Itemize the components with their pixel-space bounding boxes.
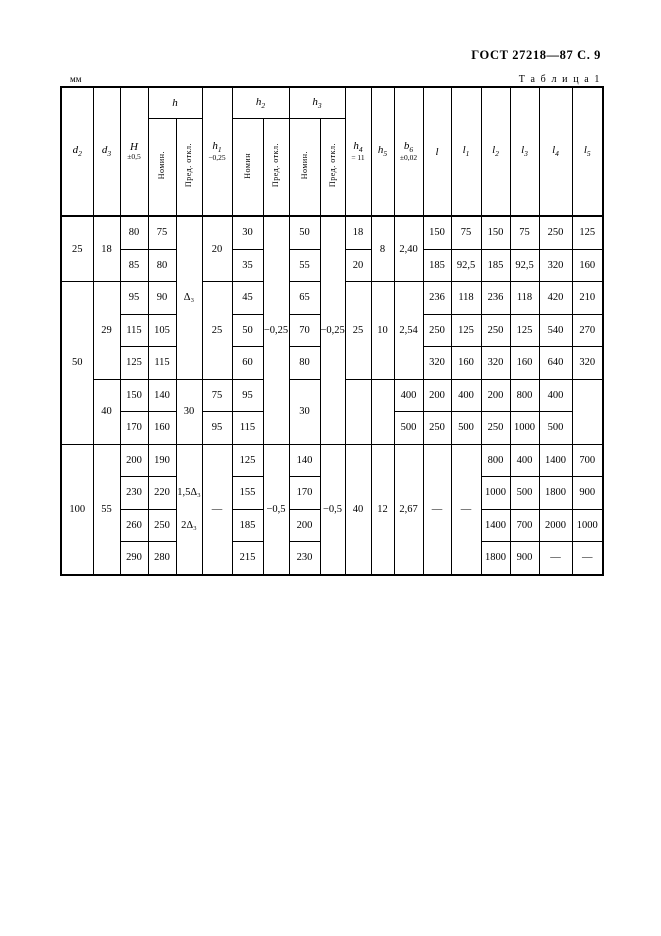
cell-H: 170	[120, 412, 148, 445]
col-header-h3-group	[289, 87, 345, 119]
cell-l3: 200	[481, 379, 510, 412]
cell-l4: 1000	[510, 412, 539, 445]
cell-l3: 118	[510, 282, 539, 315]
cell-l5: 210	[572, 282, 603, 315]
col-sub-h3: 3	[317, 101, 322, 111]
col-header-h4	[345, 87, 371, 216]
col-header-d3	[93, 87, 120, 216]
col-sym-l1: l	[462, 144, 466, 157]
subcol-h-deviation: Пред. откл.	[176, 119, 202, 217]
cell-l: 185	[423, 249, 451, 282]
col-tol-h1: −0,25	[208, 153, 226, 163]
cell-b6: 2,67	[394, 444, 423, 575]
cell-h2-nom: 30	[232, 216, 263, 249]
col-tol-H: ±0,5	[127, 152, 141, 162]
cell-h-nom: 160	[148, 412, 176, 445]
cell-l4: 1400	[539, 444, 572, 477]
cell-h2-nom: 35	[232, 249, 263, 282]
col-sub-d3: 3	[107, 149, 112, 159]
cell-h5: 10	[371, 282, 394, 380]
cell-d2: 100	[61, 444, 93, 575]
cell-l4: 640	[539, 347, 572, 380]
cell-l4: 540	[539, 314, 572, 347]
cell-h-nom: 105	[148, 314, 176, 347]
cell-l5: —	[572, 542, 603, 575]
cell-H: 290	[120, 542, 148, 575]
cell-l3: 250	[481, 412, 510, 445]
cell-h3-nom: 115	[232, 412, 263, 445]
col-header-l5	[572, 87, 603, 216]
cell-h-nom: 75	[148, 216, 176, 249]
cell-l2: 400	[451, 379, 481, 412]
cell-l: —	[423, 444, 451, 575]
col-sym-b6: b	[403, 140, 410, 153]
cell-H: 125	[120, 347, 148, 380]
col-header-l	[423, 87, 451, 216]
cell-h4: 25	[345, 282, 371, 380]
col-header-l3	[510, 87, 539, 216]
col-sym-l3: l	[521, 144, 525, 157]
cell-h-dev	[176, 444, 202, 477]
col-sub-l1: 1	[465, 149, 470, 159]
cell-h-nom: 90	[148, 282, 176, 315]
cell-h2-nom: 155	[232, 477, 263, 510]
cell-l1: 250	[423, 412, 451, 445]
cell-H: 115	[120, 314, 148, 347]
cell-H: 260	[120, 509, 148, 542]
cell-d3: 18	[93, 216, 120, 282]
col-sym-l5: l	[583, 144, 587, 157]
cell-h2-nom: 45	[232, 282, 263, 315]
col-sym-l2: l	[492, 144, 496, 157]
cell-H: 85	[120, 249, 148, 282]
cell-l1: 160	[451, 347, 481, 380]
cell-h3-nom: 200	[289, 509, 320, 542]
col-sub-l4: 4	[555, 149, 559, 159]
cell-h3-nom: 95	[232, 379, 263, 412]
table-caption: Т а б л и ц а 1	[518, 74, 601, 85]
cell-h-nom: 80	[148, 249, 176, 282]
subcol-h2-deviation: Пред. откл.	[263, 119, 289, 217]
cell-d3: 55	[93, 444, 120, 575]
cell-l: 500	[394, 412, 423, 445]
spec-table-wrapper	[60, 86, 601, 576]
col-header-h1	[202, 87, 232, 216]
table-row	[61, 444, 603, 477]
cell-l4: 320	[539, 249, 572, 282]
cell-l4: 2000	[539, 509, 572, 542]
subcol-h-nominal: Номин.	[148, 119, 176, 217]
table-row	[61, 216, 603, 249]
units-label: мм	[70, 74, 82, 84]
cell-l3: 500	[510, 477, 539, 510]
cell-h3-nom: 50	[289, 216, 320, 249]
cell-l2: 500	[451, 412, 481, 445]
cell-h-dev: Δ₃	[176, 216, 202, 379]
cell-h-dev	[176, 542, 202, 575]
cell-l: 400	[394, 379, 423, 412]
cell-h3-nom: 230	[289, 542, 320, 575]
cell-h4: 20	[345, 249, 371, 282]
col-sub-l2: 2	[495, 149, 499, 159]
cell-h2-nom: 95	[202, 412, 232, 445]
cell-l3: 160	[510, 347, 539, 380]
col-sym-H: H	[130, 141, 138, 154]
cell-l4: —	[539, 542, 572, 575]
page-header-standard: ГОСТ 27218—87 С. 9	[471, 48, 601, 62]
cell-H: 200	[120, 444, 148, 477]
cell-h2-dev: −0,5	[263, 444, 289, 575]
col-header-l1	[451, 87, 481, 216]
cell-h-nom: 190	[148, 444, 176, 477]
col-sym-l: l	[435, 145, 439, 158]
cell-h-nom: 220	[148, 477, 176, 510]
cell-h3-nom: 80	[289, 347, 320, 380]
cell-h3-dev: −0,5	[320, 444, 345, 575]
cell-b6: 2,40	[394, 216, 423, 282]
cell-h-dev: 2Δ₃	[176, 509, 202, 542]
subcol-h3-nominal: Номин.	[289, 119, 320, 217]
cell-h3-nom: 170	[289, 477, 320, 510]
col-tol-b6: ±0,02	[399, 153, 418, 163]
cell-l: 250	[423, 314, 451, 347]
cell-d3: 29	[93, 282, 120, 380]
cell-b6	[371, 379, 394, 444]
cell-l2: 800	[481, 444, 510, 477]
cell-l1: 75	[451, 216, 481, 249]
cell-l5: 900	[572, 477, 603, 510]
cell-l5: 270	[572, 314, 603, 347]
cell-l1: 200	[423, 379, 451, 412]
cell-h-nom: 140	[148, 379, 176, 412]
cell-h1: 30	[176, 379, 202, 444]
cell-H: 230	[120, 477, 148, 510]
subcol-h3-deviation: Пред. откл.	[320, 119, 345, 217]
cell-H: 80	[120, 216, 148, 249]
col-sub-l5: 5	[586, 149, 591, 159]
col-header-H	[120, 87, 148, 216]
col-header-h5	[371, 87, 394, 216]
cell-l1: —	[451, 444, 481, 575]
cell-l3: 900	[510, 542, 539, 575]
col-header-l2	[481, 87, 510, 216]
header-group-row	[61, 87, 603, 119]
cell-l2: 1400	[481, 509, 510, 542]
cell-l5: 400	[539, 379, 572, 412]
col-sub-h5: 5	[383, 149, 388, 159]
cell-h2-dev: −0,25	[263, 216, 289, 444]
cell-l2: 236	[481, 282, 510, 315]
cell-d2: 25	[61, 216, 93, 282]
cell-l5: 1000	[572, 509, 603, 542]
spec-table	[60, 86, 604, 576]
cell-h3-nom: 70	[289, 314, 320, 347]
cell-l3: 125	[510, 314, 539, 347]
col-header-h-group	[148, 87, 202, 119]
cell-l: 320	[423, 347, 451, 380]
col-sub-h4: 4	[358, 145, 363, 155]
cell-h5: 8	[371, 216, 394, 282]
cell-l2: 1000	[481, 477, 510, 510]
cell-h4: 18	[345, 216, 371, 249]
cell-l3: 400	[510, 444, 539, 477]
cell-h5	[345, 379, 371, 444]
cell-l2: 150	[481, 216, 510, 249]
cell-H: 95	[120, 282, 148, 315]
cell-l5: 500	[539, 412, 572, 445]
col-sub-b6: 6	[409, 145, 414, 155]
cell-h2-nom: 215	[232, 542, 263, 575]
cell-h1: —	[202, 444, 232, 575]
cell-h2-nom: 185	[232, 509, 263, 542]
cell-h5: 12	[371, 444, 394, 575]
cell-l4: 800	[510, 379, 539, 412]
cell-h-nom: 280	[148, 542, 176, 575]
cell-l3: 92,5	[510, 249, 539, 282]
cell-H: 150	[120, 379, 148, 412]
col-sym-d2: d	[72, 144, 79, 157]
col-header-d2	[61, 87, 93, 216]
col-sym-l4: l	[552, 144, 556, 157]
cell-h3-dev: −0,25	[320, 216, 345, 444]
cell-h2-nom: 125	[232, 444, 263, 477]
col-sym-h3: h	[312, 95, 318, 108]
cell-h1: 20	[202, 216, 232, 282]
cell-l: 236	[423, 282, 451, 315]
col-sym-h: h	[172, 97, 178, 109]
cell-h1: 25	[202, 282, 232, 380]
cell-h4: 30	[289, 379, 320, 444]
col-tol-h4: = 11	[351, 153, 365, 163]
cell-h2-nom: 50	[232, 314, 263, 347]
cell-l4: 1800	[539, 477, 572, 510]
col-sub-h2: 2	[261, 101, 266, 111]
col-header-h2-group	[232, 87, 289, 119]
cell-h3-nom: 65	[289, 282, 320, 315]
cell-l1: 125	[451, 314, 481, 347]
cell-b6: 2,54	[394, 282, 423, 380]
cell-l2: 250	[481, 314, 510, 347]
cell-l4: 420	[539, 282, 572, 315]
cell-l2: 320	[481, 347, 510, 380]
col-sym-h1: h	[212, 140, 218, 153]
cell-l2: 1800	[481, 542, 510, 575]
col-sub-d2: 2	[78, 149, 82, 159]
cell-d3: 40	[93, 379, 120, 444]
cell-h3-nom: 55	[289, 249, 320, 282]
cell-h-nom: 115	[148, 347, 176, 380]
col-sym-h4: h	[353, 140, 359, 153]
cell-h-dev: 1,5Δ₃	[176, 477, 202, 510]
cell-d2: 50	[61, 282, 93, 445]
col-sym-h2: h	[255, 95, 262, 108]
cell-h4: 40	[345, 444, 371, 575]
cell-h2-nom: 60	[232, 347, 263, 380]
cell-l5: 700	[572, 444, 603, 477]
cell-l5: 160	[572, 249, 603, 282]
cell-l1: 92,5	[451, 249, 481, 282]
cell-l5: 320	[572, 347, 603, 380]
cell-h-nom: 250	[148, 509, 176, 542]
cell-l5: 125	[572, 216, 603, 249]
subcol-h2-nominal: Номин	[232, 119, 263, 217]
col-header-b6	[394, 87, 423, 216]
cell-h3-nom: 140	[289, 444, 320, 477]
cell-l4: 250	[539, 216, 572, 249]
col-sym-h5: h	[377, 144, 384, 157]
cell-l1: 118	[451, 282, 481, 315]
col-sub-l3: 3	[524, 149, 528, 159]
col-header-l4	[539, 87, 572, 216]
cell-l3: 75	[510, 216, 539, 249]
col-sub-h1: 1	[217, 145, 222, 155]
cell-h2-nom: 75	[202, 379, 232, 412]
cell-l3: 700	[510, 509, 539, 542]
col-sym-d3: d	[101, 144, 108, 157]
cell-l2: 185	[481, 249, 510, 282]
cell-l: 150	[423, 216, 451, 249]
